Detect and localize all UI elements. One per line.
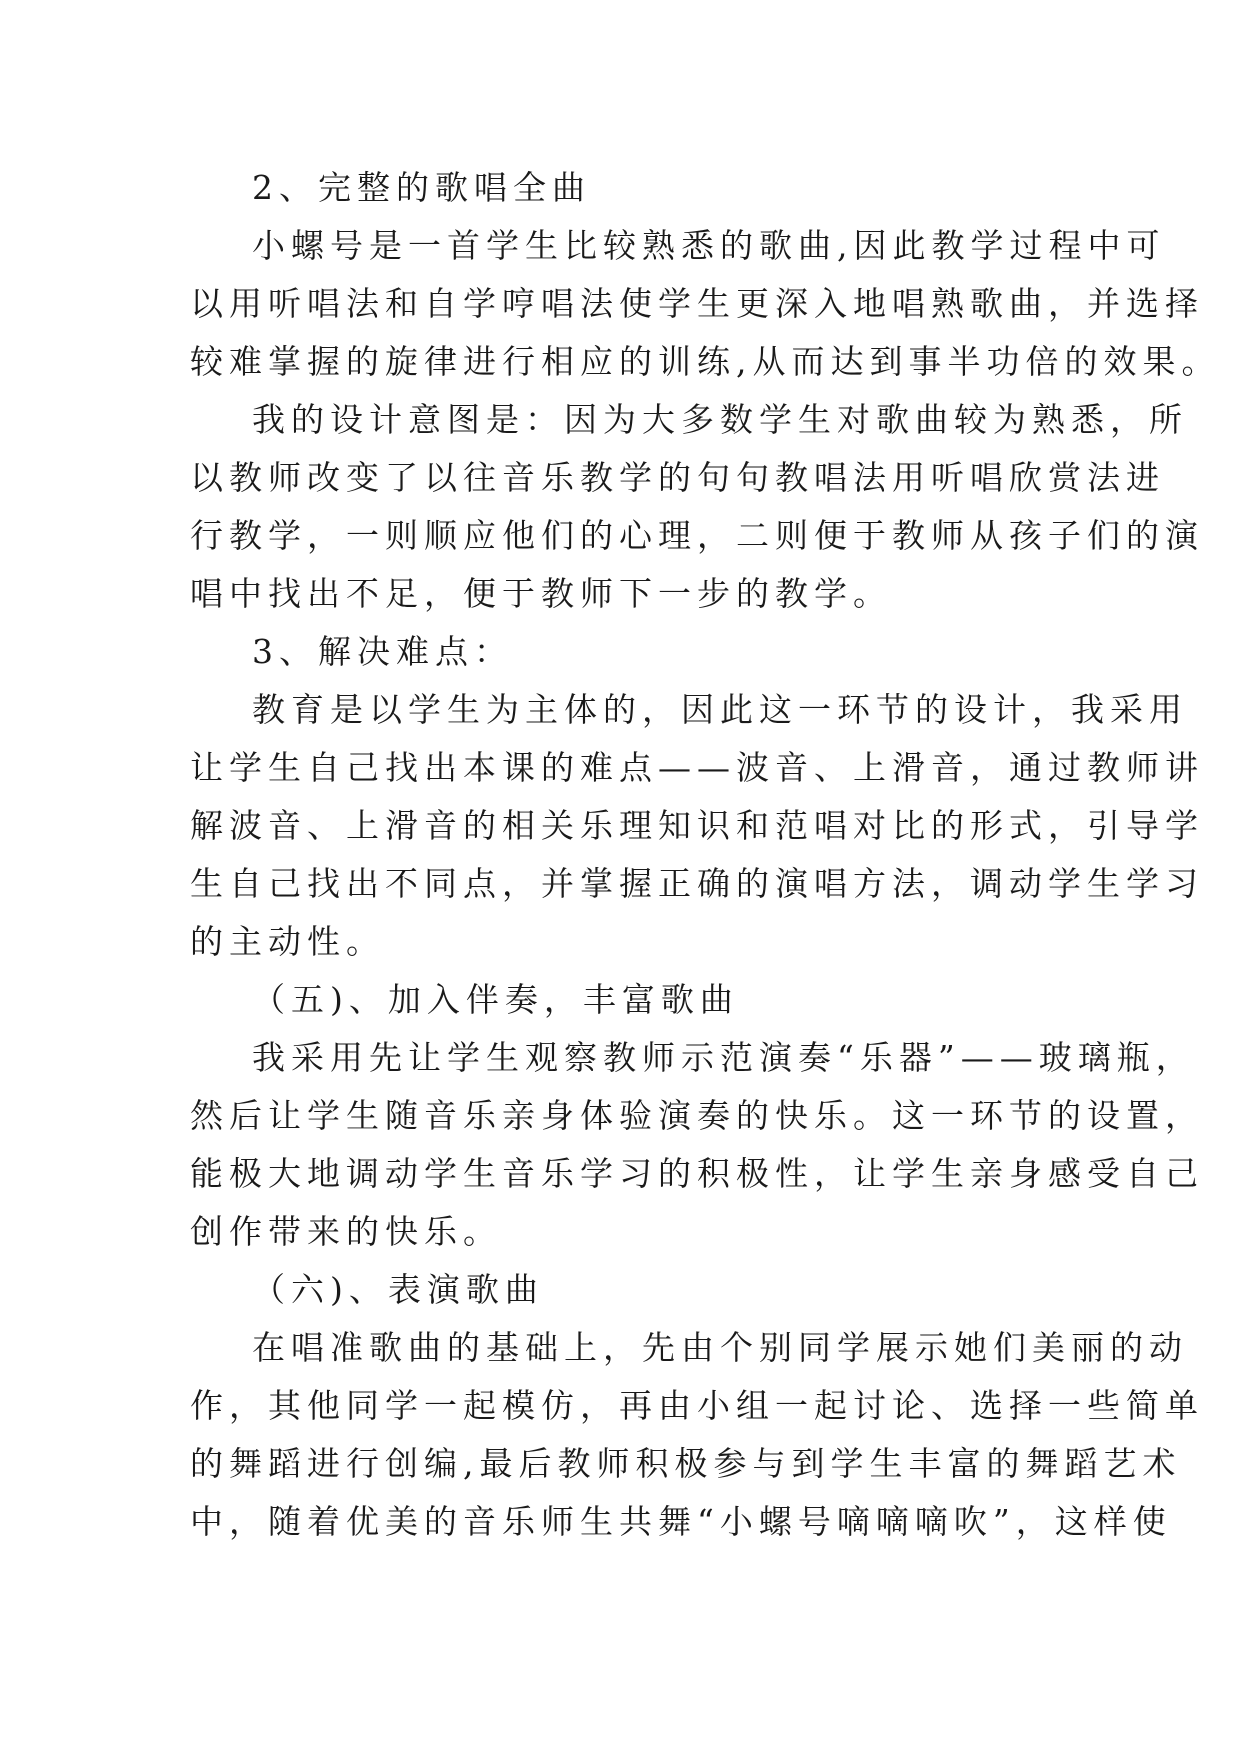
paragraph-line: 唱中找出不足，便于教师下一步的教学。 xyxy=(190,574,892,613)
paragraph-line: 的主动性。 xyxy=(190,922,385,961)
paragraph-line: 然后让学生随音乐亲身体验演奏的快乐。这一环节的设置， xyxy=(190,1096,1204,1135)
paragraph-line: 我采用先让学生观察教师示范演奏“乐器”——玻璃瓶， xyxy=(252,1038,1195,1077)
paragraph-line: 的舞蹈进行创编,最后教师积极参与到学生丰富的舞蹈艺术 xyxy=(190,1444,1182,1483)
paragraph-line: 教育是以学生为主体的，因此这一环节的设计，我采用 xyxy=(252,690,1188,729)
paragraph-line: 解波音、上滑音的相关乐理知识和范唱对比的形式，引导学 xyxy=(190,806,1204,845)
heading-section-5: （五)、加入伴奏，丰富歌曲 xyxy=(252,980,739,1019)
heading-section-6: （六)、表演歌曲 xyxy=(252,1270,544,1309)
paragraph-line: 作，其他同学一起模仿，再由小组一起讨论、选择一些简单 xyxy=(190,1386,1204,1425)
paragraph-line: 在唱准歌曲的基础上，先由个别同学展示她们美丽的动 xyxy=(252,1328,1188,1367)
paragraph-line: 让学生自己找出本课的难点——波音、上滑音，通过教师讲 xyxy=(190,748,1204,787)
paragraph-line: 我的设计意图是：因为大多数学生对歌曲较为熟悉，所 xyxy=(252,400,1188,439)
paragraph-line: 中，随着优美的音乐师生共舞“小螺号嘀嘀嘀吹”，这样使 xyxy=(190,1502,1172,1541)
paragraph-line: 能极大地调动学生音乐学习的积极性，让学生亲身感受自己 xyxy=(190,1154,1204,1193)
paragraph-line: 生自己找出不同点，并掌握正确的演唱方法，调动学生学习 xyxy=(190,864,1204,903)
paragraph-line: 小螺号是一首学生比较熟悉的歌曲,因此教学过程中可 xyxy=(252,226,1166,265)
paragraph-line: 创作带来的快乐。 xyxy=(190,1212,502,1251)
paragraph-line: 较难掌握的旋律进行相应的训练,从而达到事半功倍的效果。 xyxy=(190,342,1221,381)
heading-section-2: 2、完整的歌唱全曲 xyxy=(252,168,591,207)
paragraph-line: 行教学，一则顺应他们的心理，二则便于教师从孩子们的演 xyxy=(190,516,1204,555)
paragraph-line: 以用听唱法和自学哼唱法使学生更深入地唱熟歌曲，并选择 xyxy=(190,284,1204,323)
heading-section-3: 3、解决难点： xyxy=(252,632,513,671)
paragraph-line: 以教师改变了以往音乐教学的句句教唱法用听唱欣赏法进 xyxy=(190,458,1165,497)
